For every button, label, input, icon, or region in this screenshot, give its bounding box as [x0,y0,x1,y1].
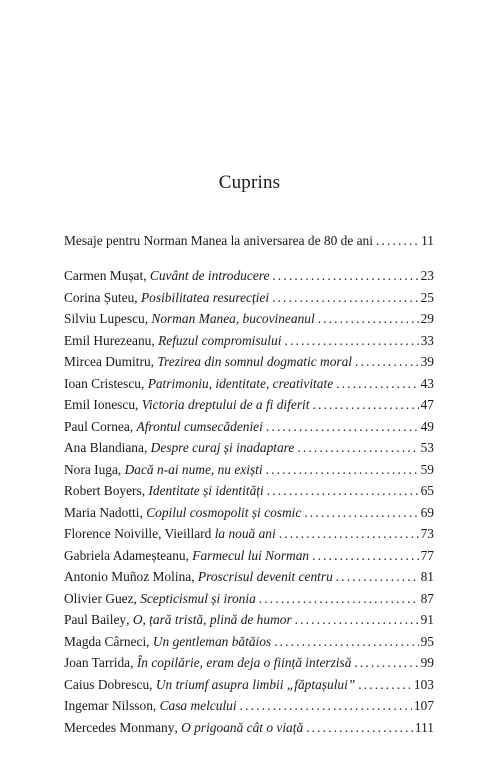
toc-entry-author: Mercedes Monmany [64,719,175,735]
toc-entry-author: Ana Blandiana [64,440,144,455]
toc-entry-author: Corina Șuteu [64,289,135,305]
toc-entry [64,655,434,677]
toc-entry-author: Robert Boyers [64,483,142,498]
toc-entry [64,526,434,548]
dot-leader [284,333,418,349]
toc-entry-page: 29 [420,311,434,326]
toc-entry-author: Gabriela Adameșteanu [64,547,186,563]
toc-entry-separator: , [144,311,152,326]
toc-entry-author: Olivier Guez [64,590,134,606]
toc-entry-separator: , [146,633,153,649]
toc-entry [64,354,434,376]
toc-entry-author: Emil Ionescu [64,397,136,412]
toc-entry-title: Un gentleman bătăios [152,633,272,649]
toc-entry-page: 47 [420,397,434,412]
toc-entry-title: Patrimoniu, identitate, creativitate [147,375,334,391]
toc-entry-page: 73 [420,526,434,541]
dot-leader [240,698,412,714]
toc-entry [64,569,434,591]
toc-entry-separator: , [191,569,198,584]
toc-entry-title: Afrontul cumsecădeniei [136,418,263,434]
toc-entry-author: Joan Tarrida [64,655,131,670]
toc-entry-text: Mesaje pentru Norman Manea la aniversarea de 80 de ani [64,233,373,248]
dot-leader [355,354,419,370]
toc-entry-separator: , [152,698,160,713]
toc-entry [64,483,434,505]
toc-entry-title: Un triumf asupra limbii „făptașului” [155,676,356,692]
toc-entry-page: 65 [420,483,434,498]
toc-entry-author: Nora Iuga [64,461,118,477]
toc-entry-title: Dacă n-ai nume, nu exiști [124,461,263,477]
dot-leader [306,720,413,736]
toc-entry-separator: , [143,268,150,283]
toc-entry [64,440,434,462]
toc-entry [64,677,434,699]
toc-entry [64,419,434,441]
toc-entry-author: Antonio Muñoz Molina [64,569,192,584]
toc-entry [64,505,434,527]
toc-entry-page: 87 [420,590,434,606]
toc-entry-separator: , [129,418,137,434]
dot-leader [358,677,412,693]
toc-entry-title: Identitate și identități [148,483,264,498]
toc-entry-separator: , [130,655,137,670]
toc-entry-page: 99 [420,655,434,670]
toc-entry-page: 23 [420,268,434,283]
dot-leader [272,268,418,284]
toc-entry-author: Caius Dobrescu [64,676,150,692]
dot-leader [318,311,419,327]
dot-leader [266,462,419,478]
toc-entry-title: Victoria dreptului de a fi diferit [141,397,310,412]
dot-leader [336,376,418,392]
toc-entry-title: Norman Manea, bucovineanul [151,311,315,326]
toc-list [64,268,434,741]
toc-entry-author: Magda Cârneci [64,633,147,649]
toc-entry-title: O prigoană cât o viață [181,719,304,735]
page-title: Cuprins [218,172,281,193]
toc-entry-title: Farmecul lui Norman [192,547,310,563]
toc-entry [64,397,434,419]
toc-entry-title: la nouă ani [214,526,276,541]
toc-entry-page: 43 [420,375,434,391]
dot-leader [266,419,419,435]
toc-entry-title: Posibilitatea resurecției [141,289,270,305]
toc-entry-page: 49 [420,418,434,434]
toc-entry-title: Cuvânt de introducere [149,268,270,283]
toc-entry-page: 33 [420,332,434,348]
toc-entry-title: Refuzul compromisului [158,332,282,348]
toc-entry-page: 53 [420,440,434,455]
toc-entry-page: 69 [420,504,434,520]
toc-entry-separator: , [143,440,151,455]
toc-entry [64,268,434,290]
toc-entry [64,290,434,312]
toc-entry-author: Maria Nadotti [64,504,140,520]
toc-entry [64,376,434,398]
toc-entry-author: Emil Hurezeanu [64,332,152,348]
toc-entry-page: 111 [414,719,434,735]
toc-entry-separator: , [117,461,125,477]
toc-entry-separator: , [135,397,142,412]
dot-leader [295,612,419,628]
toc-entry-title: Trezirea din somnul dogmatic moral [157,354,353,369]
dot-leader [336,569,419,585]
toc-entry-separator: , [133,590,141,606]
toc-entry-separator: , [150,354,158,369]
toc-entry-page: 107 [413,698,434,713]
toc-entry-title: Casa melcului [159,698,237,713]
toc-entry-author: Silviu Lupescu [64,311,145,326]
toc-entry [64,612,434,634]
toc-entry-separator: , [126,612,133,627]
toc-entry-title: Proscrisul devenit centru [197,569,333,584]
toc-entry-title: Copilul cosmopolit și cosmic [146,504,302,520]
toc-entry [64,698,434,720]
toc-entry-page: 103 [413,676,434,692]
toc-entry-page: 91 [420,612,434,627]
toc-entry-page: 11 [421,233,434,248]
toc-entry-title: Scepticismul și ironia [140,590,256,606]
dot-leader [354,655,418,671]
toc-entry [64,720,434,742]
toc-entry [64,311,434,333]
toc-entry-author: Florence Noiville, Vieillard [64,526,212,541]
dot-leader [376,233,419,249]
toc-entry-separator: , [174,719,182,735]
toc-entry-title: În copilărie, eram deja o ființă interzisă [136,655,352,670]
toc-entry-author: Carmen Mușat [64,268,144,283]
toc-entry-title: Despre curaj și inadaptare [150,440,295,455]
toc-entry [64,333,434,355]
toc-entry-page: 77 [420,547,434,563]
toc-entry-page: 81 [420,569,434,584]
toc-entry-separator: , [141,483,149,498]
toc-entry-author: Ioan Cristescu [64,375,141,391]
toc-entry-separator: , [134,289,141,305]
toc-entry-author: Mircea Dumitru [64,354,151,369]
toc-entry-page: 39 [420,354,434,369]
dot-leader [312,548,419,564]
toc-entry-separator: , [185,547,193,563]
toc-entry-separator: , [149,676,156,692]
toc-entry-title: O, țară tristă, plină de humor [132,612,292,627]
toc-entry-separator: , [151,332,159,348]
toc-entry-page: 25 [420,289,434,305]
toc-entry-author: Paul Bailey [64,612,127,627]
toc-entry [64,634,434,656]
toc-entry [64,462,434,484]
toc-entry-separator: , [140,375,148,391]
dot-leader [312,397,418,413]
toc-intro [64,233,434,255]
toc-entry-page: 95 [420,633,434,649]
toc-entry [64,233,434,255]
dot-leader [304,505,418,521]
toc-entry-author: Paul Cornea [64,418,130,434]
dot-leader [259,591,419,607]
dot-leader [272,290,419,306]
toc-entry-separator: , [139,504,147,520]
toc-entry-page: 59 [420,461,434,477]
dot-leader [267,483,419,499]
dot-leader [297,440,418,456]
toc-entry [64,548,434,570]
toc-entry-author: Ingemar Nilsson [64,698,153,713]
dot-leader [274,634,418,650]
dot-leader [279,526,419,542]
toc-entry [64,591,434,613]
